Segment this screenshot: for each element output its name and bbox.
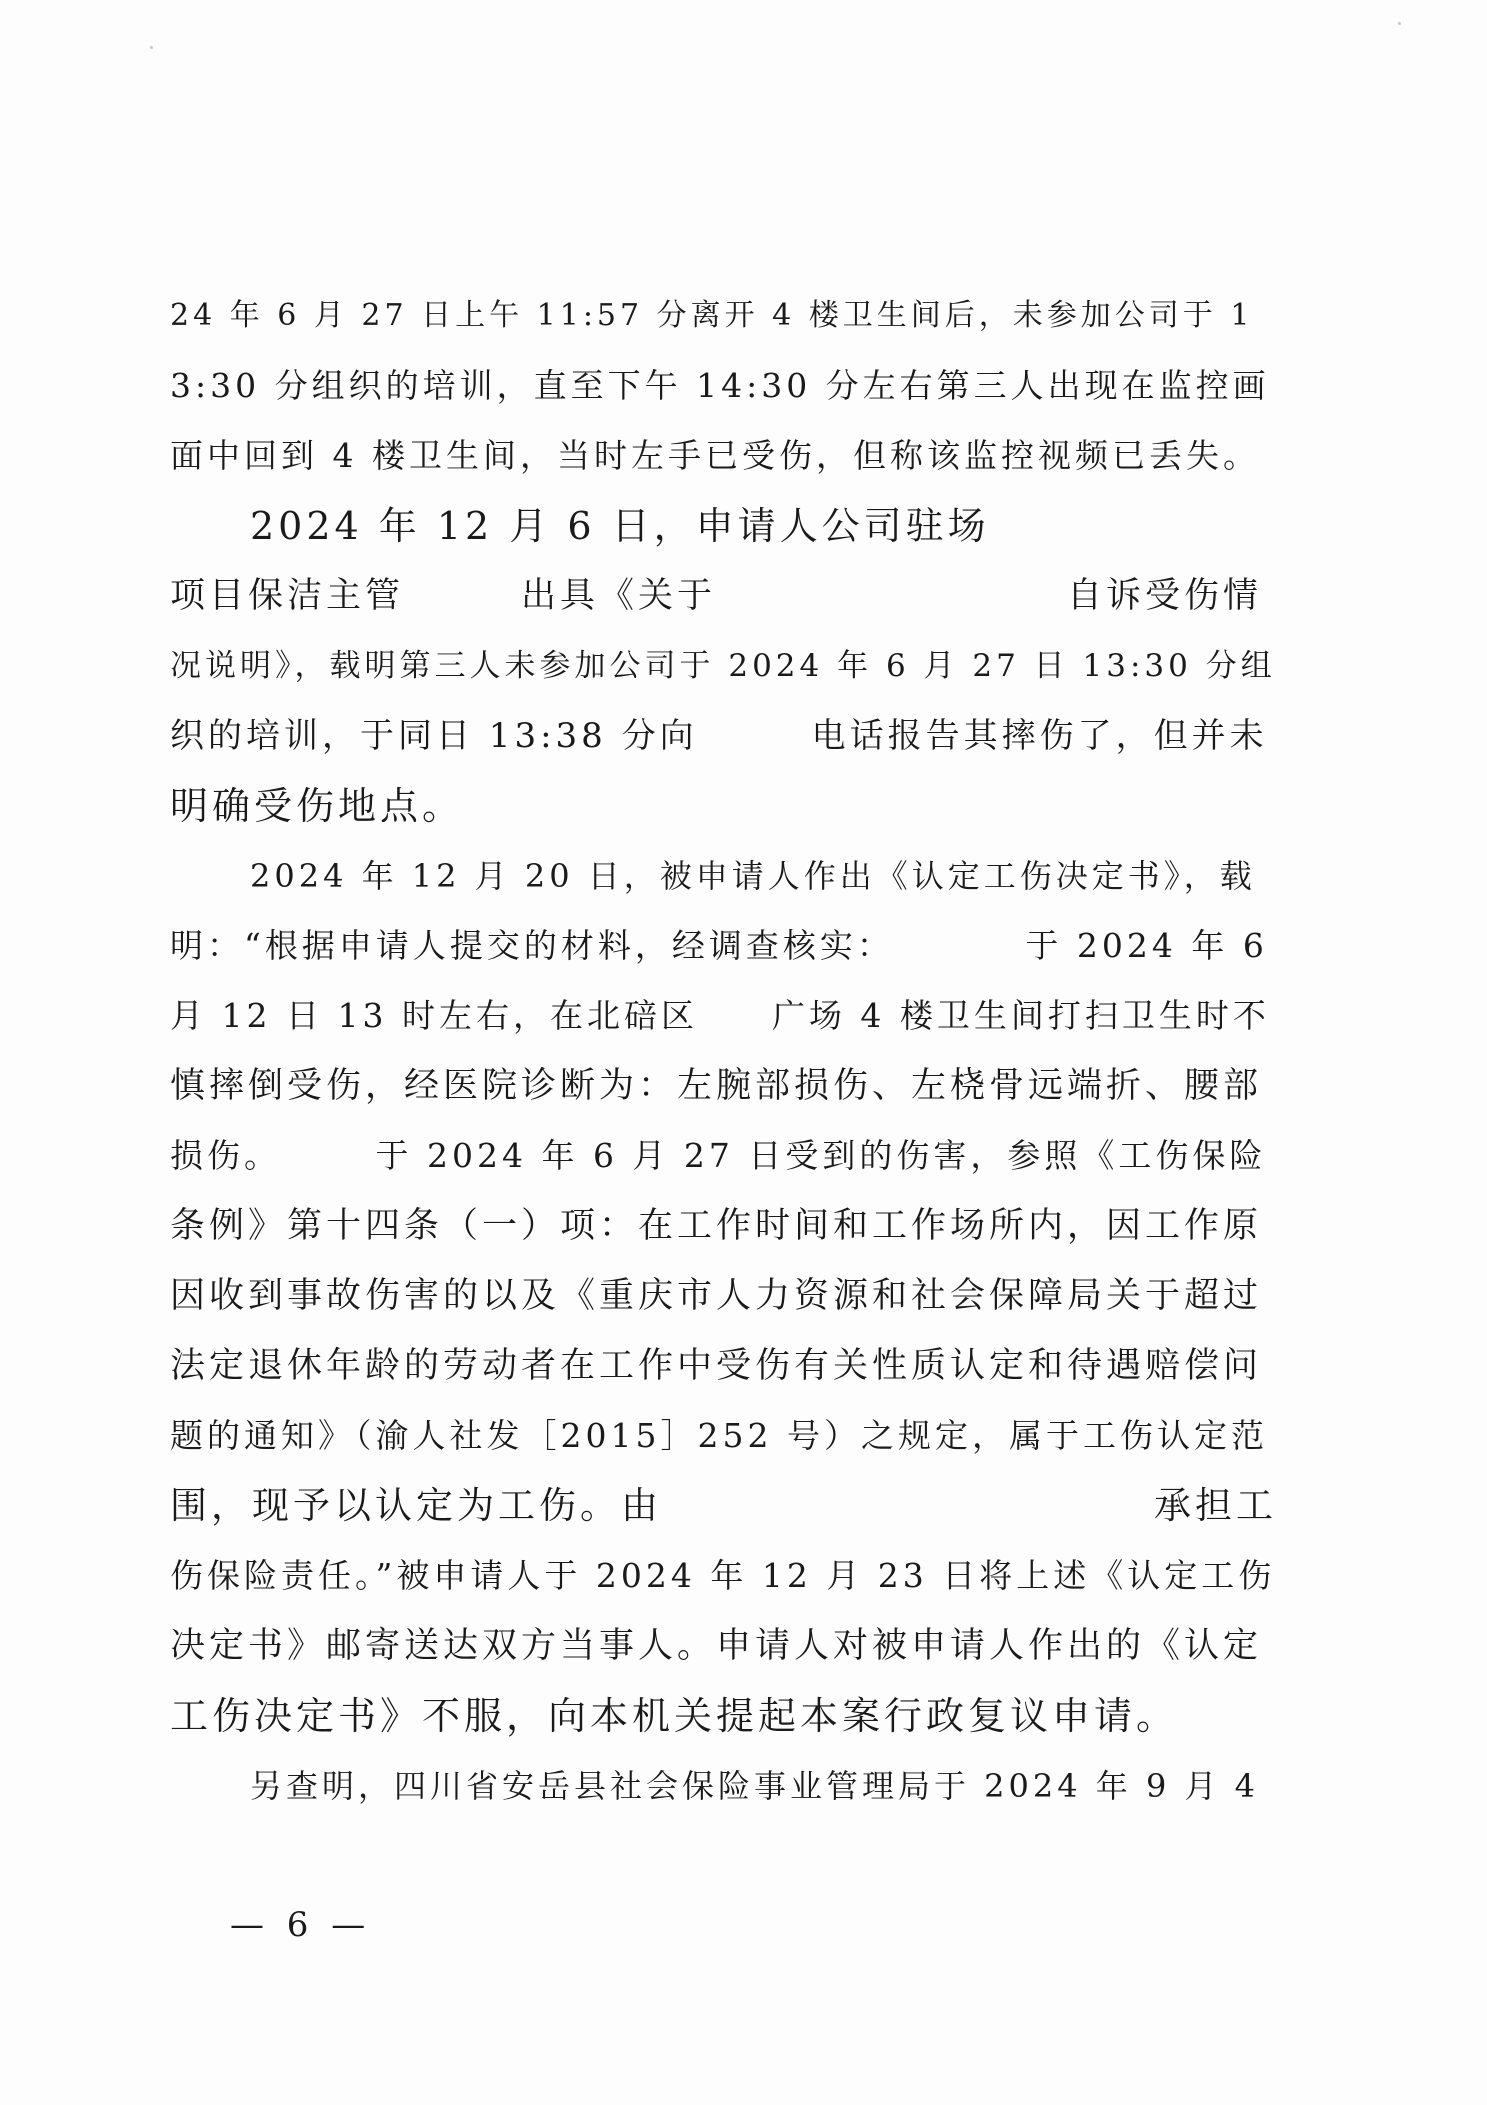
text-line: 伤保险责任。”被申请人于 2024 年 12 月 23 日将上述《认定工伤: [170, 1556, 1276, 1595]
text-line: 面中回到 4 楼卫生间，当时左手已受伤，但称该监控视频已丢失。: [170, 436, 1260, 475]
scan-speck: [150, 46, 153, 49]
text-line: 月 12 日 13 时左右，在北碚区 广场 4 楼卫生间打扫卫生时不: [170, 996, 1270, 1035]
text-line: 题的通知》（渝人社发［2015］252 号）之规定，属于工伤认定范: [170, 1416, 1268, 1455]
text-line: 3:30 分组织的培训，直至下午 14:30 分左右第三人出现在监控画: [170, 366, 1270, 405]
text-line: 明：“根据申请人提交的材料，经调查核实： 于 2024 年 6: [170, 926, 1268, 965]
text-line: 另查明，四川省安岳县社会保险事业管理局于 2024 年 9 月 4: [250, 1767, 1260, 1805]
text-line: 明确受伤地点。: [170, 784, 465, 828]
text-line: 2024 年 12 月 20 日，被申请人作出《认定工伤决定书》，载: [250, 857, 1256, 895]
text-line: 织的培训，于同日 13:38 分向 电话报告其摔伤了，但并未: [170, 716, 1268, 756]
scan-speck: [1398, 22, 1401, 25]
text-line: 2024 年 12 月 6 日，申请人公司驻场: [250, 504, 990, 548]
text-line: 慎摔倒受伤，经医院诊断为：左腕部损伤、左桡骨远端折、腰部: [170, 1066, 1263, 1106]
text-line: 法定退休年龄的劳动者在工作中受伤有关性质认定和待遇赔偿问: [170, 1346, 1263, 1386]
page-number: — 6 —: [230, 1905, 372, 1945]
text-line: 条例》第十四条（一）项：在工作时间和工作场所内，因工作原: [170, 1206, 1263, 1246]
text-line: 况说明》，载明第三人未参加公司于 2024 年 6 月 27 日 13:30 分组: [170, 648, 1276, 684]
text-line: 工伤决定书》不服，向本机关提起本案行政复议申请。: [170, 1694, 1179, 1738]
text-line: 项目保洁主管 出具《关于 自诉受伤情: [170, 576, 1263, 616]
text-line: 因收到事故伤害的以及《重庆市人力资源和社会保障局关于超过: [170, 1276, 1263, 1316]
text-line: 决定书》邮寄送达双方当事人。申请人对被申请人作出的《认定: [170, 1626, 1263, 1666]
text-line: 损伤。 于 2024 年 6 月 27 日受到的伤害，参照《工伤保险: [170, 1136, 1267, 1175]
text-line: 围，现予以认定为工伤。由 承担工: [170, 1484, 1277, 1527]
text-line: 24 年 6 月 27 日上午 11:57 分离开 4 楼卫生间后，未参加公司于 1: [170, 298, 1254, 333]
